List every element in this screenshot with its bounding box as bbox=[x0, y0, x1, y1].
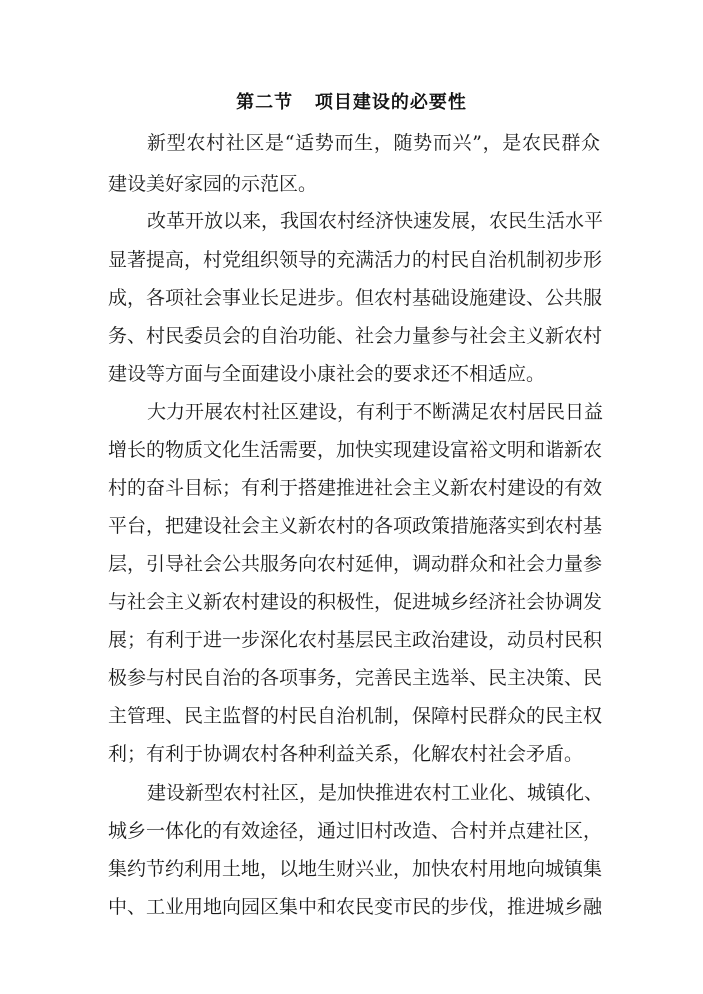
text-line: 村的奋斗目标；有利于搭建推进社会主义新农村建设的有效 bbox=[108, 477, 603, 499]
text-line: 城乡一体化的有效途径，通过旧村改造、合村并点建社区， bbox=[108, 820, 603, 842]
text-line: 务、村民委员会的自治功能、社会力量参与社会主义新农村 bbox=[108, 325, 603, 347]
text-line: 与社会主义新农村建设的积极性，促进城乡经济社会协调发 bbox=[108, 591, 603, 613]
text-line: 集约节约利用土地，以地生财兴业，加快农村用地向城镇集 bbox=[108, 858, 603, 880]
text-line: 展；有利于进一步深化农村基层民主政治建设，动员村民积 bbox=[108, 629, 603, 651]
text-line: 建设新型农村社区，是加快推进农村工业化、城镇化、 bbox=[147, 782, 604, 804]
text-line: 主管理、民主监督的村民自治机制，保障村民群众的民主权 bbox=[108, 705, 603, 727]
text-line: 增长的物质文化生活需要，加快实现建设富裕文明和谐新农 bbox=[108, 439, 603, 461]
text-line: 极参与村民自治的各项事务，完善民主选举、民主决策、民 bbox=[108, 667, 603, 689]
text-line: 利；有利于协调农村各种利益关系，化解农村社会矛盾。 bbox=[108, 743, 584, 765]
text-line: 改革开放以来，我国农村经济快速发展，农民生活水平 bbox=[147, 210, 604, 232]
text-line: 建设美好家园的示范区。 bbox=[108, 173, 318, 195]
text-line: 层，引导社会公共服务向农村延伸，调动群众和社会力量参 bbox=[108, 553, 603, 575]
section-title: 第二节 项目建设的必要性 bbox=[236, 92, 467, 113]
text-line: 建设等方面与全面建设小康社会的要求还不相适应。 bbox=[108, 363, 546, 385]
text-line: 平台，把建设社会主义新农村的各项政策措施落实到农村基 bbox=[108, 515, 603, 537]
text-line: 中、工业用地向园区集中和农民变市民的步伐，推进城乡融 bbox=[108, 896, 603, 918]
text-line: 新型农村社区是“适势而生，随势而兴”，是农民群众 bbox=[147, 132, 600, 154]
text-line: 显著提高，村党组织领导的充满活力的村民自治机制初步形 bbox=[108, 249, 603, 271]
text-line: 成，各项社会事业长足进步。但农村基础设施建设、公共服 bbox=[108, 287, 603, 309]
text-line: 大力开展农村社区建设，有利于不断满足农村居民日益 bbox=[147, 401, 604, 423]
